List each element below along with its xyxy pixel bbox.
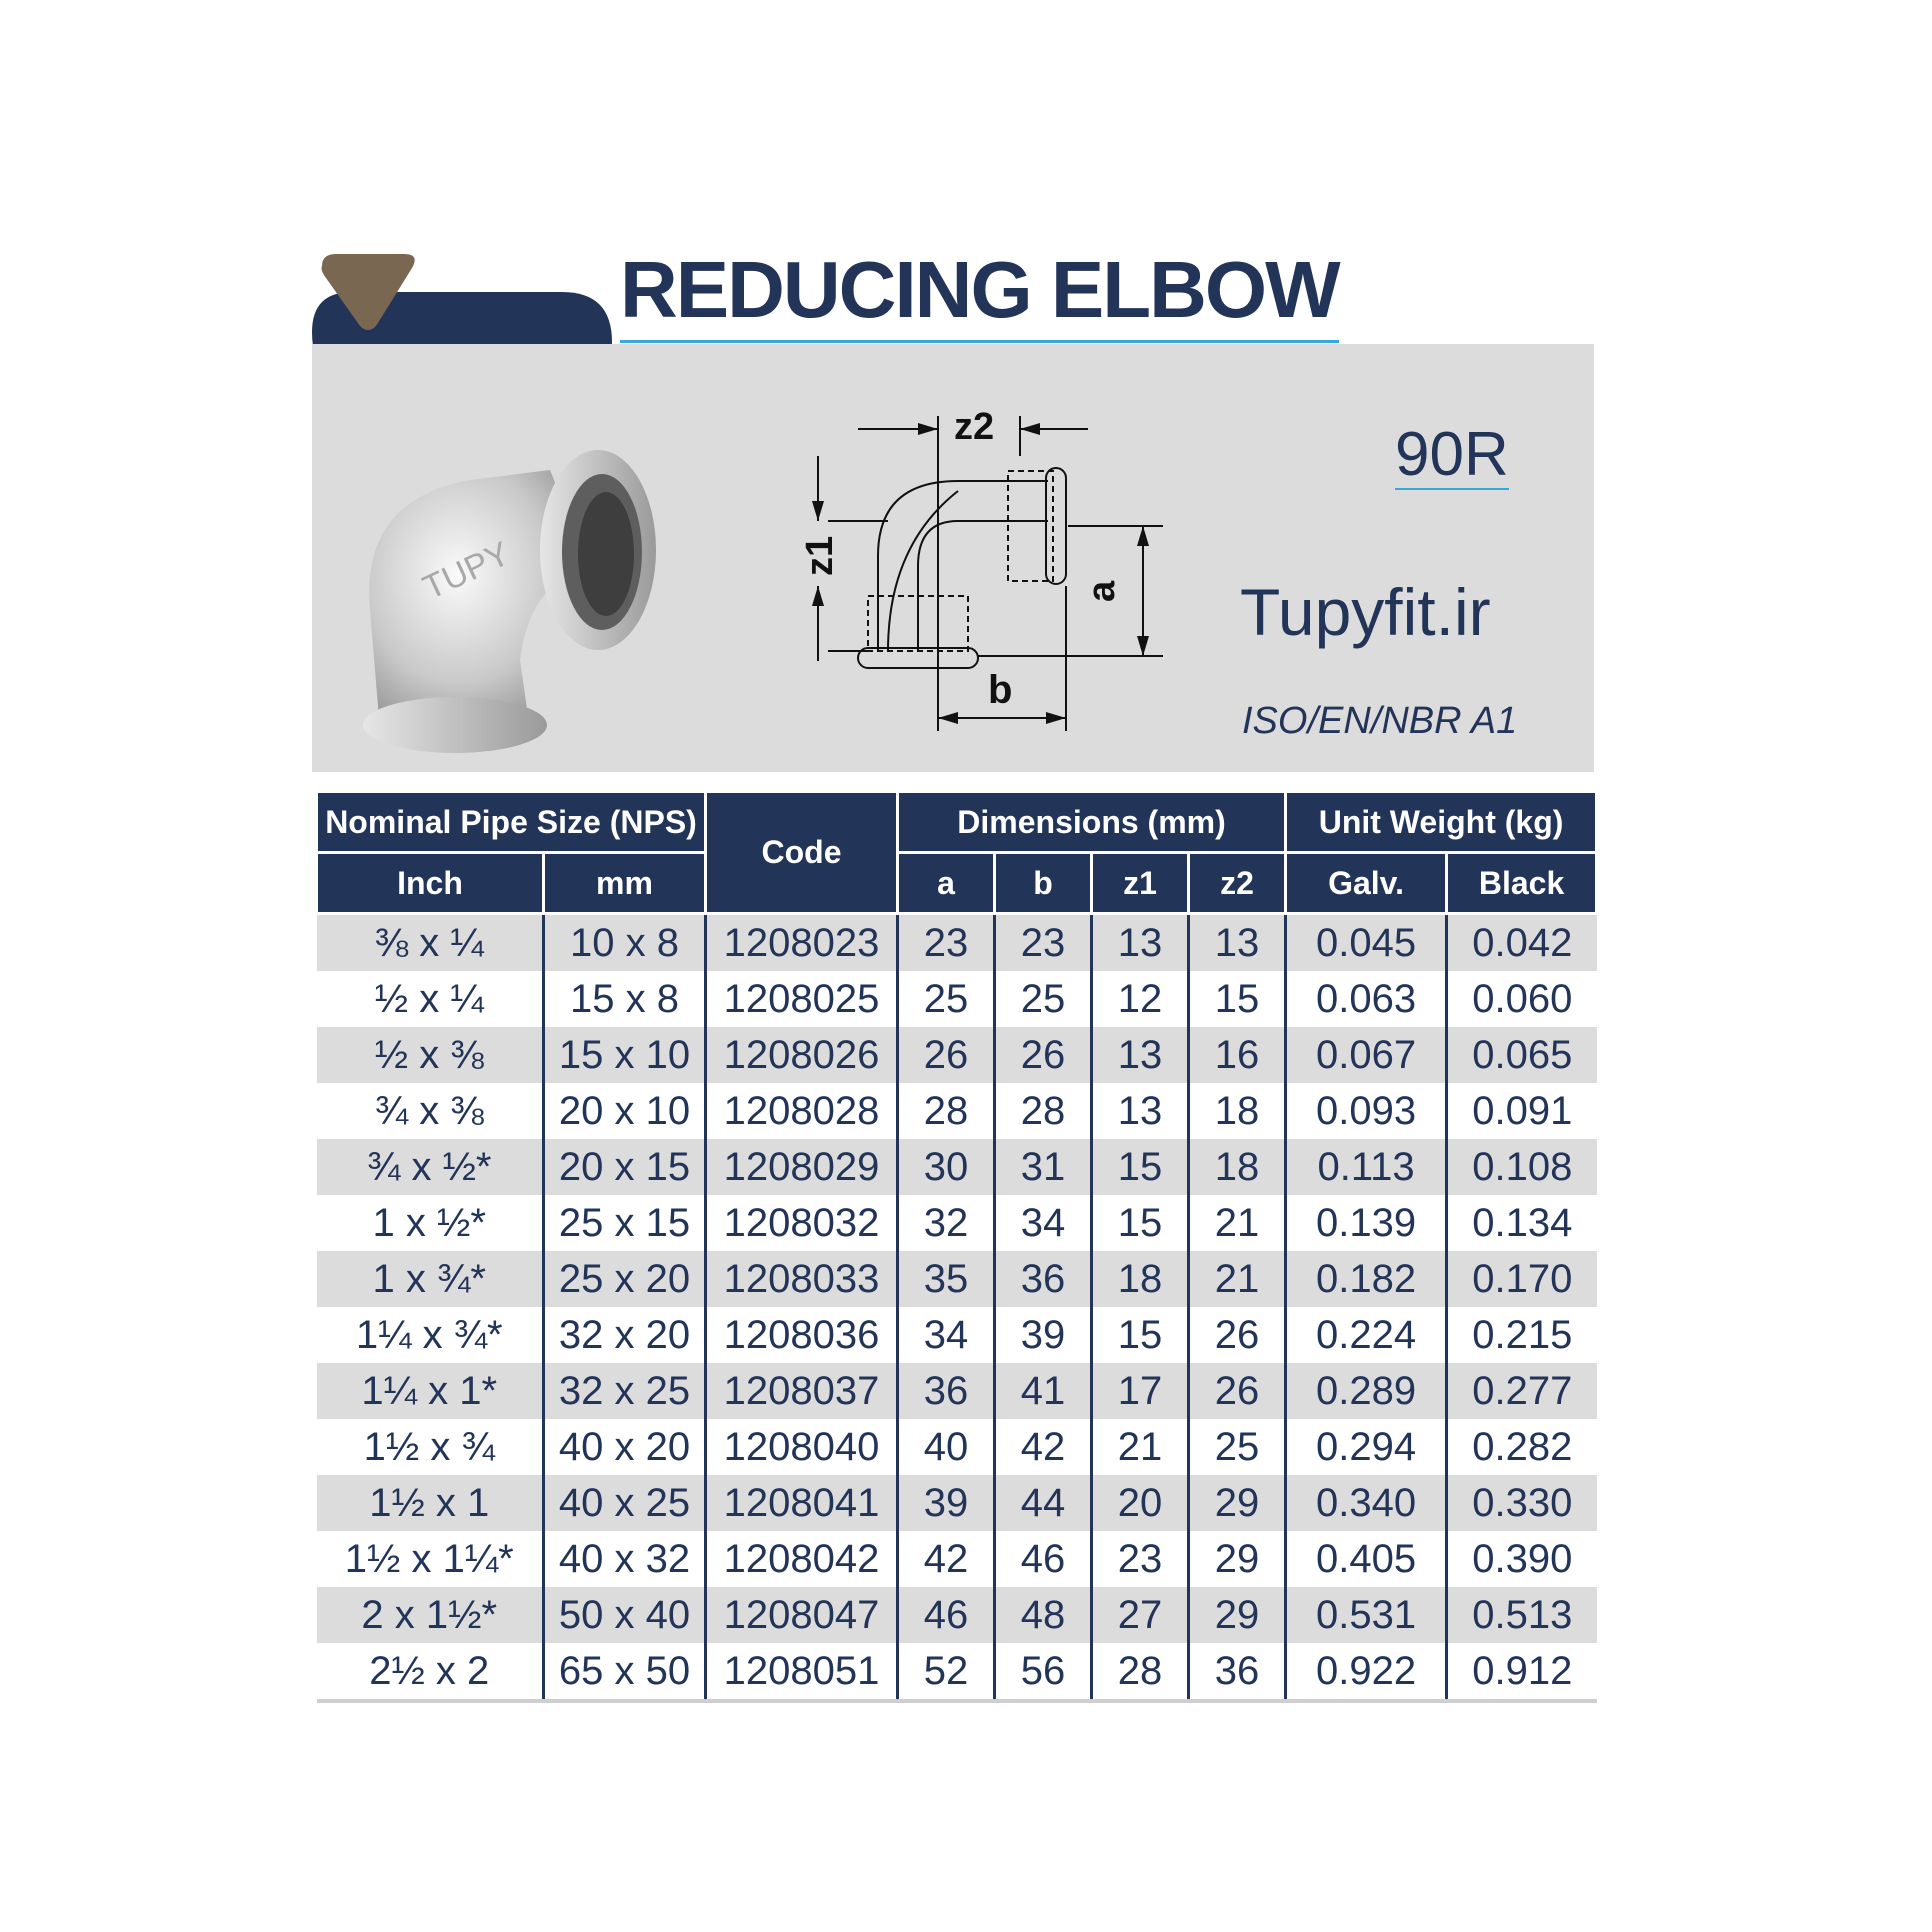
cell-a: 39	[898, 1475, 995, 1531]
header-black: Black	[1447, 853, 1597, 914]
cell-z2: 29	[1189, 1587, 1286, 1643]
cell-z2: 25	[1189, 1419, 1286, 1475]
label-z2: z2	[954, 406, 995, 448]
cell-black: 0.390	[1447, 1531, 1597, 1587]
header-mm: mm	[544, 853, 706, 914]
cell-galv: 0.224	[1286, 1307, 1447, 1363]
website-link[interactable]: Tupyfit.ir	[1240, 575, 1491, 649]
table-row	[317, 1531, 1597, 1587]
cell-galv: 0.063	[1286, 971, 1447, 1027]
cell-z2: 18	[1189, 1139, 1286, 1195]
cell-a: 35	[898, 1251, 995, 1307]
cell-inch: 1¼ x 1*	[317, 1363, 544, 1419]
cell-code: 1208041	[706, 1475, 898, 1531]
dimension-diagram	[758, 396, 1178, 746]
cell-code: 1208051	[706, 1643, 898, 1701]
cell-b: 42	[995, 1419, 1092, 1475]
cell-b: 23	[995, 914, 1092, 972]
cell-z2: 18	[1189, 1083, 1286, 1139]
cell-b: 39	[995, 1307, 1092, 1363]
cell-mm: 20 x 15	[544, 1139, 706, 1195]
cell-a: 46	[898, 1587, 995, 1643]
cell-mm: 10 x 8	[544, 914, 706, 972]
header-galv: Galv.	[1286, 853, 1447, 914]
cell-galv: 0.531	[1286, 1587, 1447, 1643]
cell-code: 1208026	[706, 1027, 898, 1083]
cell-mm: 40 x 25	[544, 1475, 706, 1531]
cell-a: 28	[898, 1083, 995, 1139]
table-row	[317, 1307, 1597, 1363]
cell-inch: ½ x ⅜	[317, 1027, 544, 1083]
cell-galv: 0.294	[1286, 1419, 1447, 1475]
table-row	[317, 914, 1597, 972]
cell-z1: 21	[1092, 1419, 1189, 1475]
cell-a: 25	[898, 971, 995, 1027]
cell-code: 1208040	[706, 1419, 898, 1475]
cell-a: 26	[898, 1027, 995, 1083]
cell-galv: 0.340	[1286, 1475, 1447, 1531]
cell-galv: 0.113	[1286, 1139, 1447, 1195]
cell-z1: 27	[1092, 1587, 1189, 1643]
header-code: Code	[706, 792, 898, 914]
cell-a: 36	[898, 1363, 995, 1419]
cell-mm: 25 x 20	[544, 1251, 706, 1307]
cell-inch: 2 x 1½*	[317, 1587, 544, 1643]
cell-black: 0.134	[1447, 1195, 1597, 1251]
cell-code: 1208033	[706, 1251, 898, 1307]
cell-inch: 1½ x 1	[317, 1475, 544, 1531]
cell-z2: 16	[1189, 1027, 1286, 1083]
cell-z1: 13	[1092, 1027, 1189, 1083]
cell-z1: 15	[1092, 1307, 1189, 1363]
cell-code: 1208037	[706, 1363, 898, 1419]
cell-inch: 1 x ½*	[372, 1200, 486, 1245]
cell-mm: 32 x 20	[544, 1307, 706, 1363]
table-row	[317, 971, 1597, 1027]
cell-z1: 23	[1092, 1531, 1189, 1587]
cell-b: 46	[995, 1531, 1092, 1587]
cell-z2: 21	[1189, 1251, 1286, 1307]
table-row	[317, 1419, 1597, 1475]
cell-code: 1208028	[706, 1083, 898, 1139]
cell-galv: 0.405	[1286, 1531, 1447, 1587]
cell-z1: 18	[1092, 1251, 1189, 1307]
spec-table	[315, 790, 1598, 1703]
cell-b: 34	[995, 1195, 1092, 1251]
cell-z2: 26	[1189, 1363, 1286, 1419]
cell-mm: 15 x 8	[544, 971, 706, 1027]
cell-z1: 20	[1092, 1475, 1189, 1531]
cell-mm: 50 x 40	[544, 1587, 706, 1643]
cell-b: 44	[995, 1475, 1092, 1531]
table-row	[317, 1027, 1597, 1083]
cell-black: 0.108	[1447, 1139, 1597, 1195]
header-a: a	[898, 853, 995, 914]
cell-inch: 1¼ x ¾*	[355, 1312, 503, 1357]
cell-code: 1208029	[706, 1139, 898, 1195]
cell-inch: 1½ x 1¼*	[344, 1536, 514, 1581]
cell-galv: 0.922	[1286, 1643, 1447, 1701]
cell-galv: 0.289	[1286, 1363, 1447, 1419]
cell-b: 28	[995, 1083, 1092, 1139]
cell-black: 0.091	[1447, 1083, 1597, 1139]
cell-z1: 12	[1092, 971, 1189, 1027]
header-z2: z2	[1189, 853, 1286, 914]
table-row	[317, 1083, 1597, 1139]
cell-z1: 15	[1092, 1195, 1189, 1251]
cell-mm: 25 x 15	[544, 1195, 706, 1251]
cell-galv: 0.093	[1286, 1083, 1447, 1139]
cell-mm: 40 x 20	[544, 1419, 706, 1475]
cell-code: 1208042	[706, 1531, 898, 1587]
cell-code: 1208025	[706, 971, 898, 1027]
cell-z2: 13	[1189, 914, 1286, 972]
elbow-photo-icon	[350, 440, 690, 760]
table-row	[317, 1195, 1597, 1251]
cell-black: 0.513	[1447, 1587, 1597, 1643]
cell-black: 0.282	[1447, 1419, 1597, 1475]
cell-code: 1208047	[706, 1587, 898, 1643]
header-inch: Inch	[317, 853, 544, 914]
label-z1: z1	[799, 535, 841, 576]
cell-inch: ⅜ x ¼	[317, 914, 544, 972]
table-row	[317, 1139, 1597, 1195]
cell-mm: 65 x 50	[544, 1643, 706, 1701]
cell-a: 30	[898, 1139, 995, 1195]
cell-a: 40	[898, 1419, 995, 1475]
cell-b: 36	[995, 1251, 1092, 1307]
cell-z1: 13	[1092, 914, 1189, 972]
cell-black: 0.060	[1447, 971, 1597, 1027]
page-title: REDUCING ELBOW	[620, 240, 1339, 343]
header-nps: Nominal Pipe Size (NPS)	[317, 792, 706, 853]
cell-black: 0.042	[1447, 914, 1597, 972]
cell-code: 1208023	[706, 914, 898, 972]
cell-z1: 17	[1092, 1363, 1189, 1419]
cell-inch: ¾ x ⅜	[374, 1088, 484, 1133]
cell-a: 34	[898, 1307, 995, 1363]
cell-mm: 32 x 25	[544, 1363, 706, 1419]
cell-mm: 15 x 10	[544, 1027, 706, 1083]
header-dimensions: Dimensions (mm)	[898, 792, 1286, 853]
cell-z2: 29	[1189, 1531, 1286, 1587]
cell-b: 41	[995, 1363, 1092, 1419]
cell-b: 48	[995, 1587, 1092, 1643]
cell-black: 0.277	[1447, 1363, 1597, 1419]
cell-black: 0.065	[1447, 1027, 1597, 1083]
header-weight: Unit Weight (kg)	[1286, 792, 1597, 853]
cell-z2: 29	[1189, 1475, 1286, 1531]
table-row	[317, 1587, 1597, 1643]
cell-b: 25	[995, 971, 1092, 1027]
cell-code: 1208032	[706, 1195, 898, 1251]
cell-inch: ½ x ¼	[374, 976, 484, 1021]
cell-code: 1208036	[706, 1307, 898, 1363]
cell-a: 23	[898, 914, 995, 972]
table-row	[317, 1475, 1597, 1531]
cell-z2: 26	[1189, 1307, 1286, 1363]
label-a: a	[1081, 580, 1123, 602]
cell-a: 42	[898, 1531, 995, 1587]
standard-label: ISO/EN/NBR A1	[1242, 700, 1518, 742]
header-z1: z1	[1092, 853, 1189, 914]
cell-inch: 2½ x 2	[317, 1643, 544, 1701]
table-row	[317, 1643, 1597, 1701]
cell-z1: 15	[1092, 1139, 1189, 1195]
cell-black: 0.170	[1447, 1251, 1597, 1307]
cell-z1: 28	[1092, 1643, 1189, 1701]
cell-mm: 40 x 32	[544, 1531, 706, 1587]
cell-galv: 0.182	[1286, 1251, 1447, 1307]
cell-mm: 20 x 10	[544, 1083, 706, 1139]
cell-b: 26	[995, 1027, 1092, 1083]
product-emboss: TUPY	[417, 534, 516, 608]
cell-inch: 1½ x ¾	[363, 1424, 495, 1469]
header-b: b	[995, 853, 1092, 914]
cell-galv: 0.067	[1286, 1027, 1447, 1083]
cell-b: 56	[995, 1643, 1092, 1701]
cell-inch: ¾ x ½*	[317, 1139, 544, 1195]
model-code: 90R	[1395, 420, 1509, 489]
cell-z1: 13	[1092, 1083, 1189, 1139]
table-row	[317, 1251, 1597, 1307]
cell-inch: 1 x ¾*	[317, 1251, 544, 1307]
table-row	[317, 1363, 1597, 1419]
cell-z2: 36	[1189, 1643, 1286, 1701]
label-b: b	[988, 668, 1013, 712]
cell-black: 0.215	[1447, 1307, 1597, 1363]
cell-a: 52	[898, 1643, 995, 1701]
cell-black: 0.330	[1447, 1475, 1597, 1531]
cell-z2: 21	[1189, 1195, 1286, 1251]
cell-black: 0.912	[1447, 1643, 1597, 1701]
cell-a: 32	[898, 1195, 995, 1251]
cell-z2: 15	[1189, 971, 1286, 1027]
cell-galv: 0.045	[1286, 914, 1447, 972]
cell-b: 31	[995, 1139, 1092, 1195]
cell-galv: 0.139	[1286, 1195, 1447, 1251]
